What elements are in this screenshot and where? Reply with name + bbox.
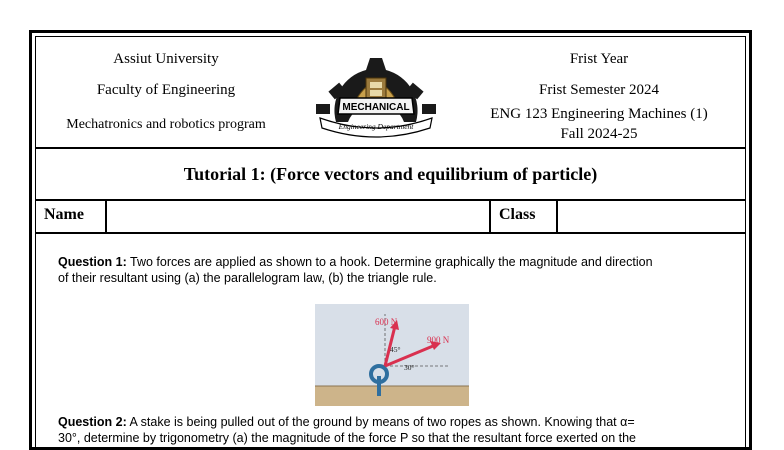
question-1-line-1: Two forces are applied as shown to a hook. Determine graphically the magnitude and direction [126,255,653,269]
hook-shank [377,376,381,396]
field-divider [489,200,491,232]
name-label: Name [44,206,84,223]
title-divider [35,199,746,201]
question-1-line-2: of their resultant using (a) the parallelogram law, (b) the triangle rule. [58,271,437,285]
faculty-name: Faculty of Engineering [96,82,236,98]
course-label: ENG 123 Engineering Machines (1) [490,106,708,122]
question-2-line-2: 30°, determine by trigonometry (a) the magnitude of the force P so that the resultant force exerted on the [58,431,637,445]
question-1-figure [315,304,469,406]
ground [315,386,469,406]
year-label: Frist Year [569,51,629,67]
logo-sub-text: Engineering Department [338,122,414,131]
logo-banner-text: MECHANICAL [342,102,410,113]
question-2-label: Question 2: [58,415,127,429]
class-label: Class [499,206,536,223]
tutorial-title: Tutorial 1: (Force vectors and equilibrium of particle) [183,164,598,184]
name-divider [105,200,107,232]
header-divider [35,147,746,149]
mechanical-department-logo [296,52,456,142]
university-name: Assiut University [113,51,219,67]
question-2-line-1: A stake is being pulled out of the ground by means of two ropes as shown. Knowing that α= [126,415,635,429]
force-600-label: 600 N [375,317,398,327]
semester-label: Frist Semester 2024 [539,82,659,98]
term-label: Fall 2024-25 [560,126,638,142]
program-name: Mechatronics and robotics program [66,117,266,132]
question-1 [58,254,730,286]
force-900-label: 900 N [427,335,450,345]
fields-divider [35,232,746,234]
angle-45-label: 45° [390,345,401,354]
angle-30-label: 30° [404,363,415,372]
question-1-label: Question 1: [58,255,127,269]
class-divider [556,200,558,232]
hook-forces-diagram [315,304,469,406]
question-2 [58,414,730,446]
